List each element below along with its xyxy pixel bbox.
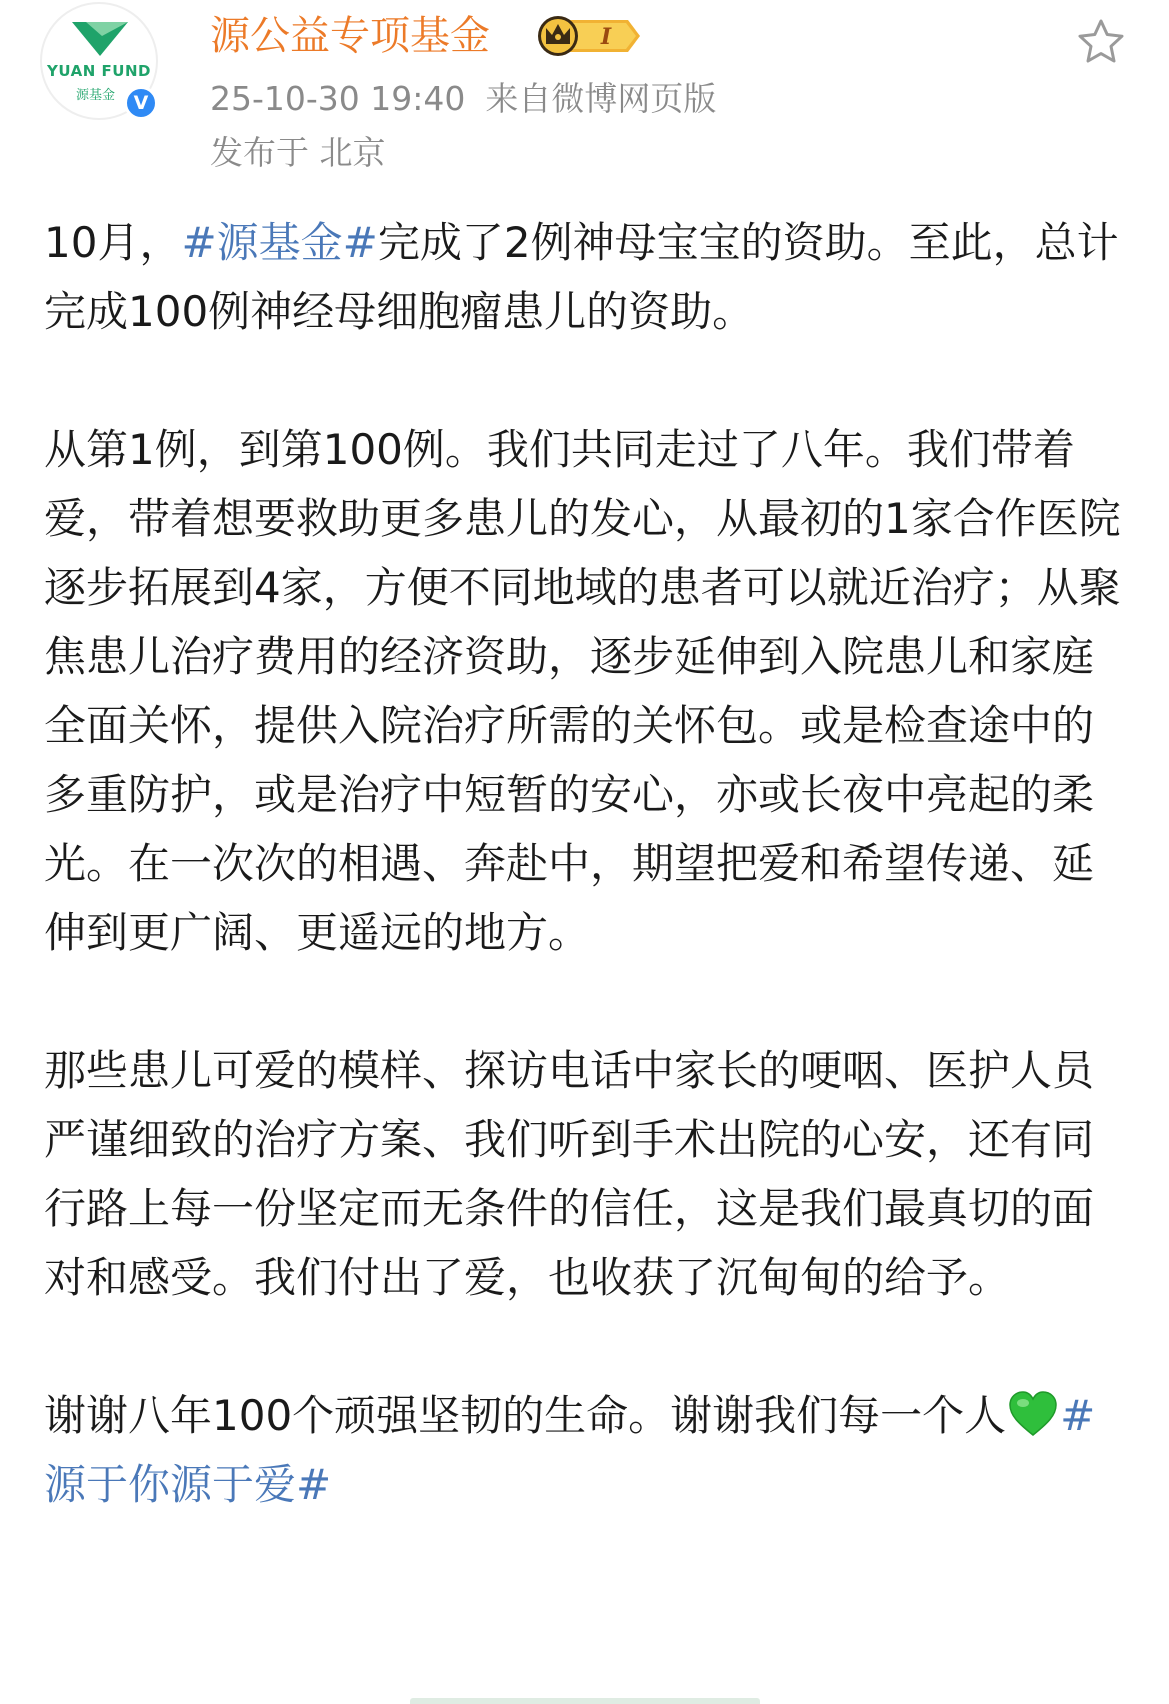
post-paragraph-3: 那些患儿可爱的模样、探访电话中家长的哽咽、医护人员严谨细致的治疗方案、我们听到手术出院的心安，还有同行路上每一份坚定而无条件的信任，这是我们最真切的面对和感受。我们付出了爱，也收获了沉甸甸的给予。 (44, 1046, 1095, 1302)
star-outline-icon[interactable] (1074, 16, 1128, 70)
paragraph-4-text: 谢谢八年100个顽强坚韧的生命。谢谢我们每一个人 (44, 1391, 1007, 1440)
paper-plane-logo-icon (72, 22, 128, 58)
post-content (44, 208, 1129, 1519)
paragraph-1-text: 完成了2例神母宝宝的资助。至此，总计完成100例神经母细胞瘤患儿的资助。 (44, 218, 1119, 336)
vip-crown-badge-icon[interactable] (536, 14, 646, 58)
verified-badge-icon: V (124, 86, 158, 120)
avatar-brand-en: YUAN FUND (47, 62, 151, 80)
post-paragraph-4 (44, 1381, 1129, 1519)
post-paragraph-1 (44, 208, 1129, 346)
post-location: 发布于 北京 (210, 133, 386, 172)
hashtag-link[interactable]: #源于你源于爱# (44, 1391, 1096, 1509)
paragraph-1-lead: 10月， (44, 218, 182, 267)
post-timestamp: 25-10-30 19:40 (210, 79, 466, 118)
post-source: 来自微博网页版 (485, 79, 717, 118)
post-meta (210, 77, 716, 121)
next-content-edge (410, 1698, 760, 1704)
username-link[interactable]: 源公益专项基金 (210, 13, 490, 59)
avatar-brand-cn: 源基金 (76, 88, 116, 103)
post-paragraph-2: 从第1例，到第100例。我们共同走过了八年。我们带着爱，带着想要救助更多患儿的发心，从最初的1家合作医院逐步拓展到4家，方便不同地域的患者可以就近治疗；从聚焦患儿治疗费用的经济资助，逐步延伸到入院患儿和家庭全面关怀，提供入院治疗所需的关怀包。或是检查途中的多重防护，或是治疗中短暂的安心，亦或长夜中亮起的柔光。在一次次的相遇、奔赴中，期望把爱和希望传递、延伸到更广阔、更遥远的地方。 (44, 425, 1121, 957)
vip-level: I (600, 24, 612, 50)
green-heart-icon (1008, 1391, 1058, 1437)
hashtag-link[interactable]: #源基金# (181, 218, 378, 267)
